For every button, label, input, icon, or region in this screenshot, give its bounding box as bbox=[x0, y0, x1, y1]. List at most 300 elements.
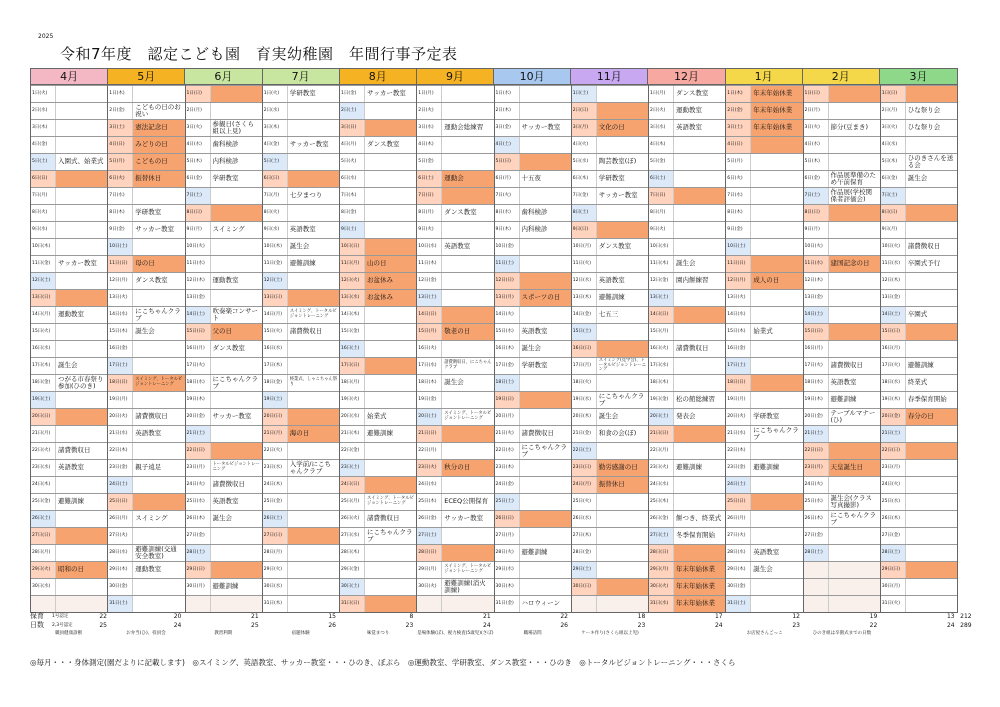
day-date: 4日(木) bbox=[649, 137, 674, 153]
day-cell bbox=[108, 255, 184, 272]
day-cell bbox=[31, 119, 107, 136]
summary-value: 12 bbox=[792, 613, 800, 620]
day-event: ひのきさんを送る会 bbox=[907, 154, 954, 169]
day-cell bbox=[804, 204, 880, 221]
day-event bbox=[442, 307, 493, 323]
day-date: 5日(木) bbox=[186, 154, 211, 170]
day-cell bbox=[263, 544, 339, 561]
day-date: 5日(火) bbox=[340, 154, 365, 170]
day-cell bbox=[804, 85, 880, 102]
day-date: 2日(月) bbox=[881, 103, 906, 119]
day-event: 作品展準備のため午前保育 bbox=[830, 171, 876, 186]
day-date: 7日(月) bbox=[263, 188, 288, 204]
day-cell bbox=[31, 459, 107, 476]
day-cell bbox=[804, 476, 880, 493]
day-date: 7日(火) bbox=[495, 188, 520, 204]
day-cell bbox=[881, 85, 957, 102]
day-date: 8日(木) bbox=[726, 205, 751, 221]
day-cell bbox=[804, 153, 880, 170]
day-cell bbox=[417, 561, 493, 578]
day-cell bbox=[881, 340, 957, 357]
day-date: 21日(月) bbox=[263, 426, 288, 442]
day-cell bbox=[340, 595, 416, 612]
day-date: 18日(金) bbox=[263, 375, 288, 391]
day-cell bbox=[108, 425, 184, 442]
day-date: 4日(金) bbox=[263, 137, 288, 153]
day-cell bbox=[726, 255, 802, 272]
day-event: 避難訓練(交通安全教室) bbox=[135, 545, 177, 560]
day-cell bbox=[263, 204, 339, 221]
day-date: 28日(火) bbox=[495, 545, 520, 561]
day-cell bbox=[572, 119, 648, 136]
day-event bbox=[56, 86, 107, 102]
day-event bbox=[442, 426, 493, 442]
day-date: 4日(金) bbox=[31, 137, 56, 153]
footer-notes bbox=[30, 631, 960, 637]
day-cell bbox=[263, 323, 339, 340]
day-cell bbox=[340, 102, 416, 119]
day-event bbox=[211, 290, 262, 306]
day-event bbox=[751, 307, 802, 323]
day-cell bbox=[881, 204, 957, 221]
day-date: 10日(火) bbox=[881, 239, 906, 255]
day-date: 2日(木) bbox=[495, 103, 520, 119]
day-cell bbox=[340, 221, 416, 238]
day-event bbox=[56, 120, 107, 136]
day-event bbox=[906, 579, 957, 595]
day-event: スポーツの日 bbox=[520, 290, 571, 306]
day-event bbox=[597, 103, 648, 119]
day-date: 2日(月) bbox=[186, 103, 211, 119]
day-cell bbox=[108, 374, 184, 391]
day-cell bbox=[186, 595, 262, 612]
day-cell bbox=[804, 119, 880, 136]
day-event bbox=[597, 596, 648, 612]
day-date: 25日(火) bbox=[572, 494, 597, 510]
day-cell bbox=[804, 238, 880, 255]
day-event: テーブルマナー(ひ) bbox=[830, 409, 876, 424]
day-cell bbox=[495, 289, 571, 306]
day-date: 8日(水) bbox=[495, 205, 520, 221]
day-cell bbox=[186, 238, 262, 255]
summary-total: 289 bbox=[960, 622, 972, 629]
day-cell bbox=[417, 85, 493, 102]
day-event: にこちゃんクラブ bbox=[521, 443, 567, 458]
month-header: 3月 bbox=[880, 69, 957, 84]
day-cell bbox=[417, 408, 493, 425]
day-date: 23日(火) bbox=[649, 460, 674, 476]
day-event: 発表会 bbox=[676, 412, 696, 421]
day-cell bbox=[263, 578, 339, 595]
day-cell bbox=[340, 510, 416, 527]
summary-value: 24 bbox=[483, 622, 491, 629]
day-event: 運動教室 bbox=[135, 565, 162, 574]
day-date: 30日(水) bbox=[263, 579, 288, 595]
day-date: 11日(金) bbox=[263, 256, 288, 272]
day-event bbox=[56, 324, 107, 340]
day-cell bbox=[572, 255, 648, 272]
childcare-days-summary bbox=[30, 612, 972, 630]
day-date: 14日(水) bbox=[726, 307, 751, 323]
day-cell bbox=[108, 561, 184, 578]
day-cell bbox=[881, 527, 957, 544]
day-cell bbox=[649, 102, 725, 119]
day-event: 年末年始休業 bbox=[674, 596, 725, 612]
day-event bbox=[56, 188, 107, 204]
day-cell bbox=[572, 102, 648, 119]
day-event: みどりの日 bbox=[133, 137, 184, 153]
day-date: 15日(木) bbox=[108, 324, 133, 340]
day-date: 24日(火) bbox=[881, 477, 906, 493]
day-cell bbox=[495, 561, 571, 578]
day-event bbox=[288, 341, 339, 357]
day-date: 25日(日) bbox=[726, 494, 751, 510]
day-event bbox=[288, 120, 339, 136]
day-date: 29日(水) bbox=[495, 562, 520, 578]
day-date: 29日(月) bbox=[417, 562, 442, 578]
day-cell bbox=[417, 187, 493, 204]
day-cell bbox=[108, 119, 184, 136]
day-cell bbox=[881, 272, 957, 289]
day-cell bbox=[263, 476, 339, 493]
day-cell bbox=[108, 510, 184, 527]
day-event bbox=[365, 358, 416, 374]
month-header: 11月 bbox=[571, 69, 648, 84]
day-cell bbox=[881, 459, 957, 476]
day-cell bbox=[186, 306, 262, 323]
day-event: 入学前/にこちゃんクラブ bbox=[289, 460, 331, 475]
day-cell bbox=[881, 102, 957, 119]
day-date: 28日(木) bbox=[340, 545, 365, 561]
day-date: 9日(火) bbox=[417, 222, 442, 238]
day-cell bbox=[108, 238, 184, 255]
day-date: 21日(水) bbox=[726, 426, 751, 442]
day-date: 7日(水) bbox=[726, 188, 751, 204]
day-cell bbox=[263, 391, 339, 408]
day-cell bbox=[726, 238, 802, 255]
day-date: 10日(日) bbox=[340, 239, 365, 255]
day-event bbox=[133, 358, 184, 374]
day-event bbox=[365, 579, 416, 595]
day-date: 19日(木) bbox=[881, 392, 906, 408]
summary-value: 13 bbox=[946, 613, 955, 620]
day-cell bbox=[340, 272, 416, 289]
day-cell bbox=[572, 187, 648, 204]
day-event: 終業式、しゃこちゃん祭り bbox=[289, 377, 338, 387]
day-event bbox=[520, 562, 571, 578]
day-date: 19日(木) bbox=[804, 392, 829, 408]
day-date: 3日(金) bbox=[495, 120, 520, 136]
day-event bbox=[674, 358, 725, 374]
day-event bbox=[442, 188, 493, 204]
day-event bbox=[751, 137, 802, 153]
day-event: 園内餅練習 bbox=[676, 276, 709, 285]
day-event: 敬老の日 bbox=[442, 324, 493, 340]
day-date: 2日(水) bbox=[263, 103, 288, 119]
day-event: 学研教室 bbox=[289, 89, 316, 98]
day-date: 14日(金) bbox=[572, 307, 597, 323]
day-date: 23日(水) bbox=[31, 460, 56, 476]
day-event: 避難訓練 bbox=[753, 463, 780, 472]
day-cell bbox=[495, 204, 571, 221]
day-date: 7日(土) bbox=[804, 188, 829, 204]
day-cell bbox=[804, 102, 880, 119]
day-date: 17日(火) bbox=[881, 358, 906, 374]
day-date: 14日(土) bbox=[186, 307, 211, 323]
day-date: 9日(月) bbox=[881, 222, 906, 238]
day-event: スイミング、トータルビジョントレーニング bbox=[133, 375, 184, 391]
month-note: 教習利期 bbox=[214, 631, 233, 636]
day-cell bbox=[495, 340, 571, 357]
day-cell bbox=[572, 493, 648, 510]
day-event: 秋分の日 bbox=[442, 460, 493, 476]
day-date: 2日(火) bbox=[417, 103, 442, 119]
day-cell bbox=[804, 459, 880, 476]
day-event bbox=[211, 205, 262, 221]
day-event bbox=[133, 290, 184, 306]
day-date: 24日(金) bbox=[495, 477, 520, 493]
day-date: 2日(火) bbox=[649, 103, 674, 119]
day-event bbox=[674, 222, 725, 238]
day-cell bbox=[649, 272, 725, 289]
summary-value: 23 bbox=[405, 622, 414, 629]
day-event bbox=[211, 528, 262, 544]
day-date: 13日(水) bbox=[340, 290, 365, 306]
day-event: 誕生会 bbox=[521, 344, 541, 353]
day-event bbox=[520, 239, 571, 255]
day-cell bbox=[340, 153, 416, 170]
day-date: 25日(金) bbox=[263, 494, 288, 510]
day-date: 8日(金) bbox=[340, 205, 365, 221]
day-date: 9日(月) bbox=[186, 222, 211, 238]
day-event bbox=[829, 239, 880, 255]
day-event bbox=[56, 511, 107, 527]
day-event bbox=[442, 137, 493, 153]
day-event bbox=[751, 511, 802, 527]
day-cell bbox=[417, 578, 493, 595]
day-cell bbox=[495, 323, 571, 340]
day-event: 英語教室 bbox=[58, 463, 84, 472]
day-cell bbox=[804, 170, 880, 187]
day-event bbox=[365, 341, 416, 357]
day-date: 23日(月) bbox=[804, 460, 829, 476]
day-date: 17日(月) bbox=[572, 358, 597, 374]
day-date bbox=[186, 596, 211, 612]
day-date: 28日(月) bbox=[31, 545, 56, 561]
day-cell bbox=[263, 595, 339, 612]
day-date: 2日(金) bbox=[108, 103, 133, 119]
day-date: 4日(土) bbox=[495, 137, 520, 153]
day-event: 諸費徴収日 bbox=[676, 344, 709, 353]
day-event bbox=[597, 562, 648, 578]
day-cell bbox=[804, 493, 880, 510]
day-date: 23日(金) bbox=[726, 460, 751, 476]
day-date: 23日(月) bbox=[881, 460, 906, 476]
day-event: 年末年始休業 bbox=[674, 579, 725, 595]
summary-value: 19 bbox=[869, 613, 878, 620]
day-date: 27日(金) bbox=[881, 528, 906, 544]
day-event: サッカー教室 bbox=[367, 89, 406, 98]
day-cell bbox=[263, 289, 339, 306]
day-date: 15日(土) bbox=[572, 324, 597, 340]
day-cell bbox=[186, 289, 262, 306]
day-event: 内科検診 bbox=[212, 157, 239, 166]
day-cell bbox=[417, 255, 493, 272]
day-cell bbox=[108, 85, 184, 102]
day-event bbox=[442, 443, 493, 459]
day-cell bbox=[881, 238, 957, 255]
day-cell bbox=[649, 425, 725, 442]
day-date: 17日(日) bbox=[340, 358, 365, 374]
month-header: 12月 bbox=[648, 69, 725, 84]
day-event: 松の館総練習 bbox=[676, 395, 715, 404]
day-cell bbox=[804, 442, 880, 459]
day-event bbox=[751, 171, 802, 187]
day-event bbox=[365, 443, 416, 459]
day-cell bbox=[340, 357, 416, 374]
day-event: サッカー教室 bbox=[444, 514, 484, 523]
day-cell bbox=[572, 442, 648, 459]
day-cell bbox=[263, 374, 339, 391]
day-date: 13日(金) bbox=[881, 290, 906, 306]
day-event bbox=[365, 477, 416, 493]
day-event bbox=[56, 290, 107, 306]
day-date: 17日(火) bbox=[804, 358, 829, 374]
summary-sublabel: 2,3号認定 bbox=[52, 623, 73, 628]
day-date: 1日(月) bbox=[649, 86, 674, 102]
day-cell bbox=[726, 527, 802, 544]
day-date: 9日(水) bbox=[263, 222, 288, 238]
day-date: 9日(木) bbox=[495, 222, 520, 238]
day-date: 26日(水) bbox=[572, 511, 597, 527]
day-event bbox=[288, 477, 339, 493]
day-date: 17日(土) bbox=[726, 358, 751, 374]
day-date: 12日(金) bbox=[649, 273, 674, 289]
day-event: 諸費徴収日 bbox=[289, 327, 323, 336]
day-event bbox=[597, 528, 648, 544]
day-cell bbox=[495, 306, 571, 323]
day-event bbox=[829, 273, 880, 289]
day-event bbox=[751, 477, 802, 493]
day-date: 1日(水) bbox=[495, 86, 520, 102]
day-cell bbox=[263, 340, 339, 357]
day-cell bbox=[726, 221, 802, 238]
month-column bbox=[572, 85, 649, 612]
day-cell bbox=[417, 476, 493, 493]
day-event bbox=[442, 596, 493, 612]
day-cell bbox=[726, 510, 802, 527]
day-date: 24日(火) bbox=[186, 477, 211, 493]
day-event bbox=[56, 545, 107, 561]
day-event: にこちゃんクラブ bbox=[212, 375, 258, 390]
day-cell bbox=[495, 374, 571, 391]
day-event bbox=[906, 596, 957, 612]
day-cell bbox=[263, 136, 339, 153]
day-cell bbox=[572, 374, 648, 391]
day-date: 18日(火) bbox=[572, 375, 597, 391]
day-event: 学研教室 bbox=[135, 208, 162, 217]
day-event: 春季保育開始 bbox=[907, 395, 947, 404]
day-date: 21日(金) bbox=[572, 426, 597, 442]
day-cell bbox=[495, 510, 571, 527]
day-cell bbox=[726, 493, 802, 510]
day-cell bbox=[417, 289, 493, 306]
day-cell bbox=[495, 408, 571, 425]
day-date: 12日(水) bbox=[572, 273, 597, 289]
day-event bbox=[56, 477, 107, 493]
day-event bbox=[211, 358, 262, 374]
day-cell bbox=[31, 391, 107, 408]
day-event bbox=[829, 528, 880, 544]
day-cell bbox=[881, 306, 957, 323]
day-cell bbox=[881, 255, 957, 272]
day-date: 11日(月) bbox=[340, 256, 365, 272]
day-cell bbox=[572, 289, 648, 306]
day-date: 1日(土) bbox=[572, 86, 597, 102]
day-event bbox=[520, 528, 571, 544]
day-event bbox=[906, 443, 957, 459]
month-note: 味覚まつり bbox=[366, 631, 390, 636]
day-event bbox=[288, 171, 339, 187]
day-cell bbox=[340, 476, 416, 493]
day-date: 26日(金) bbox=[649, 511, 674, 527]
day-cell bbox=[726, 459, 802, 476]
day-event: スイミング、トータルビジョントレーニング bbox=[367, 496, 414, 506]
day-date: 20日(土) bbox=[649, 409, 674, 425]
day-date: 26日(木) bbox=[186, 511, 211, 527]
day-cell bbox=[108, 476, 184, 493]
day-cell bbox=[804, 221, 880, 238]
day-cell bbox=[31, 272, 107, 289]
day-event bbox=[597, 375, 648, 391]
day-event: 英語教室 bbox=[521, 327, 548, 336]
day-date: 2日(水) bbox=[31, 103, 56, 119]
day-cell bbox=[31, 238, 107, 255]
day-date: 2日(月) bbox=[804, 103, 829, 119]
day-cell bbox=[417, 425, 493, 442]
day-date: 20日(火) bbox=[726, 409, 751, 425]
day-date: 3日(火) bbox=[186, 120, 211, 136]
day-event bbox=[829, 341, 880, 357]
day-event: サッカー教室 bbox=[135, 225, 175, 234]
day-cell bbox=[495, 255, 571, 272]
day-date: 5日(月) bbox=[726, 154, 751, 170]
day-event: 卒園式予行 bbox=[907, 259, 941, 268]
day-cell bbox=[881, 221, 957, 238]
day-event bbox=[906, 545, 957, 561]
day-cell bbox=[495, 544, 571, 561]
day-event: 誕生会 bbox=[135, 327, 155, 336]
day-cell bbox=[417, 340, 493, 357]
calendar-table bbox=[30, 68, 958, 613]
day-cell bbox=[31, 340, 107, 357]
day-event bbox=[751, 596, 802, 612]
day-event: 英語教室 bbox=[676, 123, 702, 132]
day-date: 16日(火) bbox=[417, 341, 442, 357]
day-date: 28日(土) bbox=[186, 545, 211, 561]
day-event: 父の日 bbox=[211, 324, 262, 340]
day-date: 16日(土) bbox=[340, 341, 365, 357]
day-cell bbox=[495, 170, 571, 187]
day-event bbox=[288, 205, 339, 221]
day-date bbox=[417, 596, 442, 612]
day-date: 22日(木) bbox=[726, 443, 751, 459]
day-cell bbox=[340, 306, 416, 323]
day-date: 13日(土) bbox=[417, 290, 442, 306]
day-event: スイミング、トータルビジョントレーニング bbox=[289, 309, 337, 319]
day-cell bbox=[31, 102, 107, 119]
day-date: 1日(日) bbox=[881, 86, 906, 102]
